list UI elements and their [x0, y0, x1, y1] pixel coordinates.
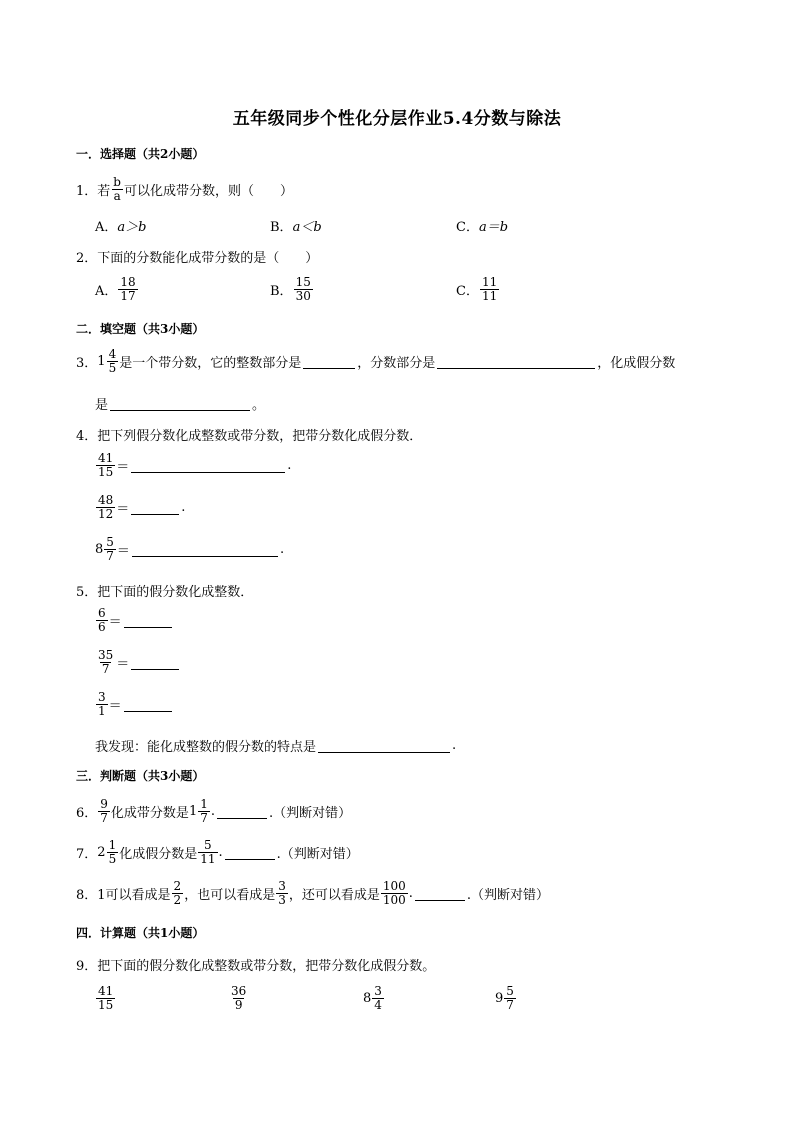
numerator: 41	[98, 984, 114, 998]
fraction	[98, 798, 110, 824]
question-text: 我发现：能化成整数的假分数的特点是	[95, 740, 317, 755]
numerator: 48	[98, 493, 114, 507]
numerator: 2	[173, 879, 182, 893]
numerator: 5	[506, 984, 514, 998]
question-text: ，也可以看成是	[184, 887, 276, 903]
section-calc-heading: 四．计算题（共1小题）	[76, 926, 205, 940]
question-3	[76, 348, 675, 374]
answer-blank[interactable]	[124, 697, 172, 712]
question-text: 8．1可以看成是	[76, 887, 171, 903]
denominator: 15	[98, 997, 114, 1012]
whole-number: 1	[188, 803, 198, 819]
denominator: 2	[173, 892, 182, 907]
question-text: ，还可以看成是	[288, 887, 380, 903]
question-number: 7．	[76, 846, 98, 862]
numerator: 6	[98, 606, 106, 620]
denominator: 9	[234, 997, 243, 1012]
q9-item-3	[363, 985, 385, 1011]
denominator: 7	[106, 548, 114, 563]
numerator: 35	[98, 648, 114, 662]
fraction	[172, 880, 184, 906]
numerator: 9	[100, 797, 108, 811]
denominator: 4	[374, 997, 382, 1012]
question-6	[76, 798, 351, 824]
fraction	[198, 798, 210, 824]
denominator: 7	[200, 810, 208, 825]
numerator: 3	[98, 690, 106, 704]
question-text: 可以化成带分数，则（ ）	[123, 183, 293, 199]
section-fill-heading: 二．填空题（共3小题）	[76, 322, 205, 336]
q9-item-2	[228, 985, 249, 1011]
fraction	[229, 985, 248, 1011]
option-text: a＝b	[478, 220, 509, 235]
question-text: .（判断对错）	[269, 805, 352, 821]
q9-item-1	[95, 985, 116, 1011]
option-label: C．	[456, 283, 479, 299]
numerator: 3	[278, 879, 286, 893]
q1-option-c[interactable]	[456, 216, 508, 235]
fraction	[118, 276, 137, 302]
q2-option-a[interactable]	[95, 276, 139, 302]
denominator: 100	[382, 892, 406, 907]
whole-number: 8	[363, 990, 372, 1006]
denominator: 30	[295, 288, 311, 303]
fraction	[381, 880, 408, 906]
answer-blank[interactable]	[110, 396, 250, 411]
numerator: 41	[98, 451, 114, 465]
denominator: 7	[101, 661, 110, 676]
answer-blank[interactable]	[303, 354, 355, 369]
fraction	[96, 649, 115, 675]
numerator: 18	[120, 275, 136, 289]
question-number: 1．	[76, 183, 98, 199]
fraction	[276, 880, 288, 906]
denominator: 17	[120, 288, 136, 303]
fraction	[372, 985, 384, 1011]
option-label: C．	[456, 220, 479, 235]
denominator: 15	[98, 464, 114, 479]
q5-item-2	[95, 649, 181, 675]
fraction	[107, 839, 119, 865]
denominator: 5	[108, 360, 117, 375]
question-5: 5．把下面的假分数化成整数．	[76, 585, 254, 600]
q5-item-1	[95, 607, 174, 633]
equals-sign: ＝	[116, 656, 130, 672]
section-judge-heading: 三．判断题（共3小题）	[76, 769, 205, 783]
denominator: 5	[108, 851, 117, 866]
question-text: .（判断对错）	[276, 846, 359, 862]
fraction	[96, 607, 108, 633]
q1-option-a[interactable]	[95, 216, 146, 235]
q5-discovery	[95, 736, 456, 755]
equals-sign: ＝	[116, 501, 130, 517]
answer-blank[interactable]	[131, 500, 179, 515]
answer-blank[interactable]	[415, 886, 465, 901]
answer-blank[interactable]	[225, 845, 275, 860]
option-label: A．	[95, 283, 118, 299]
denominator: 7	[100, 810, 108, 825]
whole-number: 9	[495, 990, 504, 1006]
q4-item-2	[95, 494, 185, 520]
numerator: 100	[382, 879, 406, 893]
fraction	[96, 452, 115, 478]
fraction	[96, 691, 108, 717]
numerator: 5	[204, 838, 212, 852]
question-text: ，化成假分数	[597, 355, 676, 371]
fraction	[104, 536, 116, 562]
q9-item-4	[495, 985, 517, 1011]
denominator: 7	[506, 997, 514, 1012]
period: .	[452, 738, 457, 753]
numerator: 11	[481, 275, 498, 289]
equals-sign: ＝	[108, 698, 122, 714]
question-text: 是一个带分数，它的整数部分是	[119, 355, 302, 371]
question-text: 。	[252, 398, 266, 413]
question-text: .（判断对错）	[466, 887, 550, 903]
denominator: 11	[481, 288, 498, 303]
question-text: ，分数部分是	[357, 355, 436, 371]
fraction	[107, 348, 119, 374]
option-label: B．	[270, 220, 293, 235]
page-title: 五年级同步个性化分层作业5.4分数与除法	[232, 109, 562, 129]
numerator: 3	[374, 984, 382, 998]
numerator: 5	[106, 535, 114, 549]
denominator: 6	[98, 619, 106, 634]
option-text: a＜b	[292, 220, 322, 235]
fraction	[504, 985, 516, 1011]
equals-sign: ＝	[116, 543, 130, 559]
q4-item-3	[95, 536, 284, 562]
question-8	[76, 880, 549, 906]
equals-sign: ＝	[116, 459, 130, 475]
answer-blank[interactable]	[131, 655, 179, 670]
denominator: 3	[278, 892, 286, 907]
option-label: A．	[95, 220, 118, 235]
denominator: 11	[200, 851, 216, 866]
numerator: 1	[108, 838, 117, 852]
whole-number: 2	[97, 844, 106, 860]
fraction	[480, 276, 499, 302]
q2-option-c[interactable]	[456, 276, 500, 302]
denominator: a	[113, 188, 121, 203]
option-label: B．	[270, 283, 293, 299]
numerator: 36	[231, 984, 247, 998]
period: .	[279, 541, 285, 557]
question-text: 若	[97, 183, 111, 199]
period: .	[287, 457, 292, 473]
question-number: 3．	[76, 355, 98, 371]
fraction	[198, 839, 217, 865]
question-4: 4．把下列假分数化成整数或带分数，把带分数化成假分数．	[76, 429, 423, 444]
denominator: 12	[98, 506, 114, 521]
question-2: 2．下面的分数能化成带分数的是（ ）	[76, 251, 319, 266]
q2-option-b[interactable]	[270, 276, 314, 302]
equals-sign: ＝	[108, 614, 122, 630]
whole-number: 1	[97, 353, 106, 369]
q4-item-1	[95, 452, 291, 478]
question-9: 9．把下面的假分数化成整数或带分数，把带分数化成假分数。	[76, 959, 436, 974]
period: .	[408, 885, 413, 901]
q5-item-3	[95, 691, 174, 717]
period: .	[218, 844, 223, 860]
numerator: b	[113, 175, 121, 189]
answer-blank[interactable]	[217, 804, 267, 819]
answer-blank[interactable]	[132, 542, 278, 557]
fraction	[96, 985, 115, 1011]
answer-blank[interactable]	[124, 613, 172, 628]
period: .	[181, 499, 186, 515]
answer-blank[interactable]	[437, 354, 595, 369]
numerator: 1	[200, 797, 208, 811]
question-1	[76, 176, 293, 202]
question-text: 是	[95, 398, 109, 413]
option-text: a＞b	[117, 220, 147, 235]
question-7	[76, 839, 359, 865]
answer-blank[interactable]	[318, 738, 450, 753]
fraction	[111, 176, 123, 202]
question-text: 化成假分数是	[119, 846, 198, 862]
question-number: 6．	[76, 805, 98, 821]
q1-option-b[interactable]	[270, 216, 322, 235]
fraction	[294, 276, 313, 302]
section-choice-heading: 一．选择题（共2小题）	[76, 147, 205, 161]
question-text: 化成带分数是	[110, 805, 189, 821]
fraction	[96, 494, 115, 520]
numerator: 15	[295, 275, 311, 289]
question-3-continued	[95, 394, 265, 413]
answer-blank[interactable]	[131, 458, 285, 473]
numerator: 4	[108, 347, 117, 361]
period: .	[210, 803, 215, 819]
whole-number: 8	[95, 541, 104, 557]
denominator: 1	[98, 703, 106, 718]
